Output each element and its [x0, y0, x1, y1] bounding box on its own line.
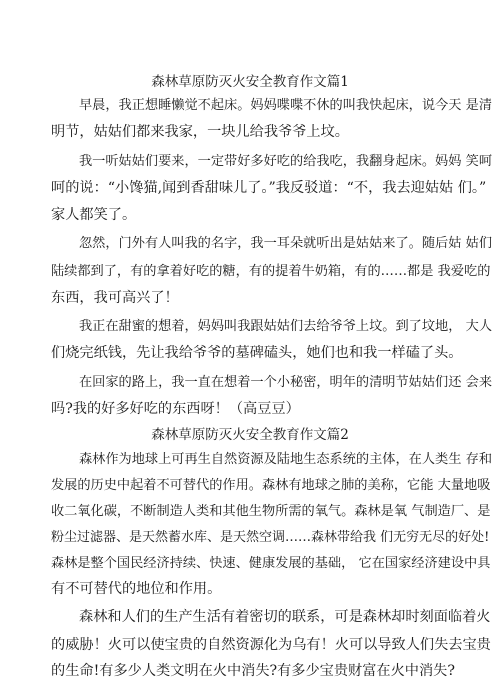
essay-2-line: 的生命!有多少人类文明在火中消失?有多少宝贵财富在火中消失?: [51, 663, 455, 679]
essay-1-title: 森林草原防灭火安全教育作文篇1: [151, 74, 349, 90]
essay-2-line: 粉尘过滤器、是天然蓄水库、是天然空调……森林带给我 们无穷无尽的好处!: [51, 530, 490, 545]
essay-1-line: 忽然，门外有人叫我的名字，我一耳朵就听出是姑姑来了。随后姑 姑们: [79, 236, 493, 251]
essay-1-line: 陆续都到了，有的拿着好吃的糖，有的提着牛奶箱，有的……都是 我爱吃的: [51, 264, 491, 279]
essay-1-line: 我正在甜蜜的想着，妈妈叫我跟姑姑们去给爷爷上坟。到了坟地， 大人: [79, 319, 493, 334]
essay-2-line: 的威胁！火可以使宝贵的自然资源化为乌有！火可以导致人们失去宝贵: [51, 637, 491, 653]
essay-2-line: 森林作为地球上可再生自然资源及陆地生态系统的主体，在人类生 存和: [79, 452, 493, 467]
essay-1-line: 我一听姑姑们要来，一定带好多好吃的给我吃，我翻身起床。妈妈 笑呵: [79, 154, 493, 169]
essay-1-line: 明节，姑姑们都来我家，一块儿给我爷爷上坟。: [51, 124, 349, 140]
essay-1-line: 家人都笑了。: [51, 207, 137, 223]
essay-2-line: 森林是整个国民经济持续、快速、健康发展的基础， 它在国家经济建设中具: [51, 556, 491, 571]
essay-2-line: 收二氧化碳，不断制造人类和其他生物所需的氧气。森林是氧 气制造厂、是: [51, 504, 491, 519]
essay-2-line: 森林和人们的生产生活有着密切的联系，可是森林却时刻面临着火: [79, 609, 491, 625]
essay-1-line: 东西，我可高兴了！: [51, 290, 179, 306]
essay-1-line: 们烧完纸钱，先让我给爷爷的墓碑磕头，她们也和我一样磕了头。: [51, 345, 463, 361]
essay-1-line: 吗?我的好多好吃的东西呀！（高豆豆）: [51, 401, 300, 417]
essay-1-line: 在回家的路上，我一直在想着一个小秘密，明年的清明节姑姑们还 会来: [79, 375, 493, 390]
essay-2-line: 发展的历史中起着不可替代的作用。森林有地球之肺的美称，它能 大量地吸: [51, 478, 491, 493]
essay-1-line: 呵的说：“小馋猫,闻到香甜味儿了。”我反驳道：“不，我去迎姑姑 们。”: [51, 180, 487, 196]
essay-1-line: 早晨，我正想睡懒觉不起床。妈妈喋喋不休的叫我快起床，说今天 是清: [79, 98, 493, 113]
essay-2-title: 森林草原防灭火安全教育作文篇2: [151, 427, 349, 443]
essay-2-line: 有不可替代的地位和作用。: [51, 581, 222, 597]
